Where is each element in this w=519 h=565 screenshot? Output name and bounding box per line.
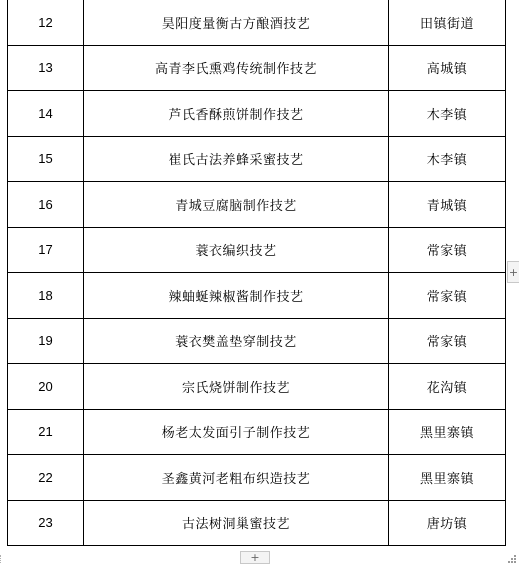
row-number: 18 (8, 273, 84, 319)
item-location: 黑里寨镇 (389, 409, 506, 455)
item-name: 青城豆腐脑制作技艺 (84, 182, 389, 228)
table-row (8, 227, 506, 273)
item-location: 木李镇 (389, 136, 506, 182)
item-name: 圣鑫黄河老粗布织造技艺 (84, 455, 389, 501)
item-name: 宗氏烧饼制作技艺 (84, 364, 389, 410)
item-name: 昊阳度量衡古方酿酒技艺 (84, 0, 389, 45)
row-number: 21 (8, 409, 84, 455)
table-row (8, 0, 506, 45)
row-number: 16 (8, 182, 84, 228)
item-location: 高城镇 (389, 45, 506, 91)
item-name: 古法树洞巢蜜技艺 (84, 500, 389, 546)
table-row (8, 91, 506, 137)
row-number: 17 (8, 227, 84, 273)
item-location: 常家镇 (389, 227, 506, 273)
item-name: 蓑衣编织技艺 (84, 227, 389, 273)
item-name: 崔氏古法养蜂采蜜技艺 (84, 136, 389, 182)
table-row (8, 455, 506, 501)
item-location: 常家镇 (389, 318, 506, 364)
row-number: 15 (8, 136, 84, 182)
table-row (8, 45, 506, 91)
row-number: 12 (8, 0, 84, 45)
row-number: 23 (8, 500, 84, 546)
item-location: 常家镇 (389, 273, 506, 319)
table-resize-handle[interactable] (508, 555, 516, 563)
table-row (8, 318, 506, 364)
table-body (8, 0, 506, 546)
heritage-table (7, 0, 506, 546)
table-row (8, 409, 506, 455)
insert-row-button[interactable]: + (240, 551, 270, 564)
row-number: 22 (8, 455, 84, 501)
row-number: 19 (8, 318, 84, 364)
table-row (8, 500, 506, 546)
item-name: 辣蚰蜒辣椒酱制作技艺 (84, 273, 389, 319)
table-row (8, 182, 506, 228)
item-location: 木李镇 (389, 91, 506, 137)
table-row (8, 273, 506, 319)
row-number: 20 (8, 364, 84, 410)
item-location: 青城镇 (389, 182, 506, 228)
item-location: 田镇街道 (389, 0, 506, 45)
item-name: 高青李氏熏鸡传统制作技艺 (84, 45, 389, 91)
row-number: 14 (8, 91, 84, 137)
item-name: 杨老太发面引子制作技艺 (84, 409, 389, 455)
item-location: 唐坊镇 (389, 500, 506, 546)
item-location: 花沟镇 (389, 364, 506, 410)
table-row (8, 136, 506, 182)
item-name: 蓑衣樊盖垫穿制技艺 (84, 318, 389, 364)
item-name: 芦氏香酥煎饼制作技艺 (84, 91, 389, 137)
insert-column-button[interactable]: + (507, 261, 519, 283)
item-location: 黑里寨镇 (389, 455, 506, 501)
row-number: 13 (8, 45, 84, 91)
table-left-handle[interactable] (0, 555, 5, 563)
table-row (8, 364, 506, 410)
